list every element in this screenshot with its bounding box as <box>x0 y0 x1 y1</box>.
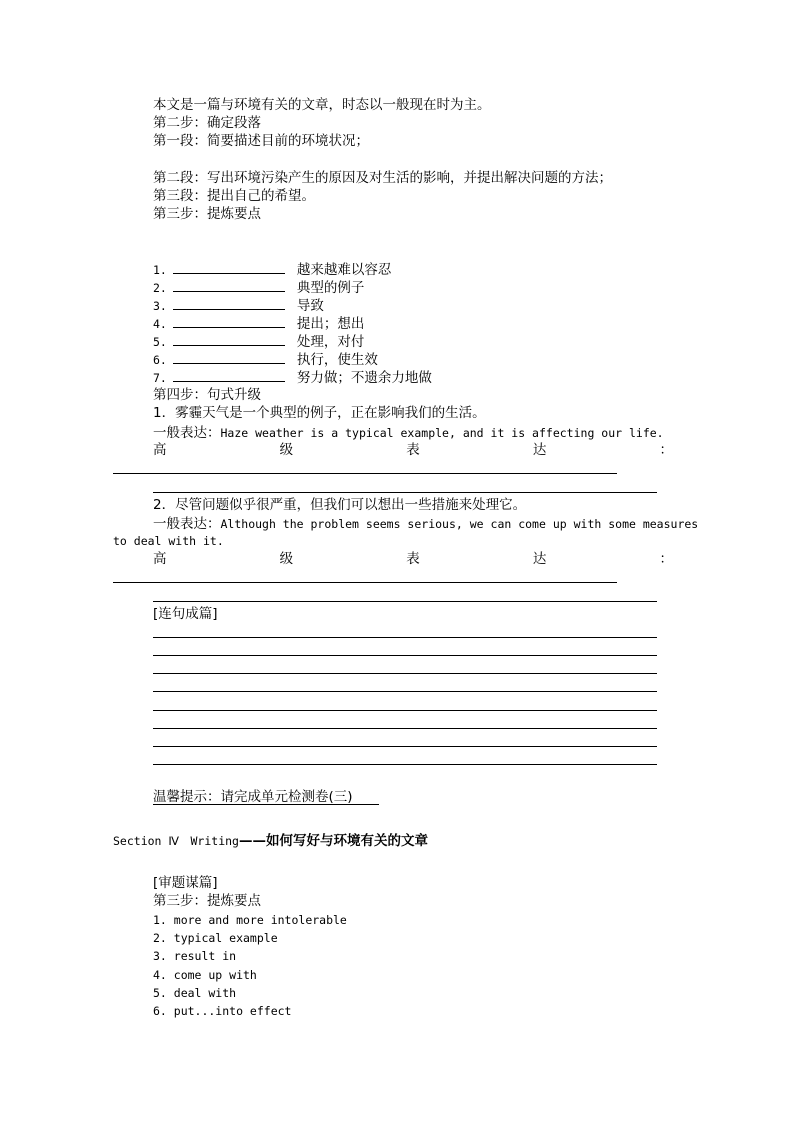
label-char: 表 <box>406 551 420 567</box>
plain-expression-text: Haze weather is a typical example, and it is affecting our life. <box>220 426 664 440</box>
answer-item: 6. put...into effect <box>153 1004 292 1018</box>
answer-line[interactable] <box>113 473 617 474</box>
paragraph-1-note: 第一段：简要描述目前的环境状况； <box>153 133 369 149</box>
label-char: 高 <box>153 442 167 458</box>
label-char: 级 <box>279 442 294 458</box>
paragraph-2-note: 第二段：写出环境污染产生的原因及对生活的影响，并提出解决问题的方法； <box>153 170 612 186</box>
blank-hint: 执行，使生效 <box>296 352 378 368</box>
blank-hint: 越来越难以容忍 <box>296 262 392 278</box>
label-char: 表 <box>406 442 420 458</box>
blank-number: 5. <box>153 335 167 349</box>
writing-line[interactable] <box>153 673 657 674</box>
blank-item <box>153 368 432 387</box>
blank-item <box>153 278 364 297</box>
intro-line-1: 本文是一篇与环境有关的文章，时态以一般现在时为主。 <box>153 97 491 113</box>
answer-line[interactable] <box>153 601 657 602</box>
advanced-expression-label <box>153 441 673 459</box>
blank-number: 7. <box>153 371 167 385</box>
label-char: ： <box>659 442 673 458</box>
plain-expression-text: Although the problem seems serious, we can come up with some measures <box>220 517 699 531</box>
blank-hint: 处理，对付 <box>296 334 365 350</box>
fill-blank[interactable] <box>173 297 285 310</box>
writing-line[interactable] <box>153 691 657 692</box>
blank-hint: 努力做；不遗余力地做 <box>296 370 432 386</box>
step4-heading: 第四步：句式升级 <box>153 387 261 403</box>
step3-heading: 第三步：提炼要点 <box>153 206 261 222</box>
answer-item: 5. deal with <box>153 986 237 1000</box>
plain-expression-label: 一般表达： <box>153 425 221 441</box>
answer-line[interactable] <box>113 582 617 583</box>
paragraph-3-note: 第三段：提出自己的希望。 <box>153 188 315 204</box>
tip-text: 温馨提示：请完成单元检测卷(三) <box>153 789 353 805</box>
blank-item <box>153 296 324 315</box>
step2-heading: 第二步：确定段落 <box>153 115 261 131</box>
blank-item <box>153 350 378 369</box>
answer-item: 2. typical example <box>153 931 278 945</box>
section-dash: —— <box>238 833 266 849</box>
writing-line[interactable] <box>153 746 657 747</box>
label-char: 达 <box>532 442 547 458</box>
fill-blank[interactable] <box>173 351 285 364</box>
fill-blank[interactable] <box>173 333 285 346</box>
tip-underline <box>153 804 379 805</box>
section-prefix: Section Ⅳ Writing <box>113 834 239 848</box>
advanced-expression-label <box>153 550 673 568</box>
blank-number: 1. <box>153 263 167 277</box>
blank-number: 3. <box>153 299 167 313</box>
label-char: 达 <box>532 551 547 567</box>
writing-line[interactable] <box>153 764 657 765</box>
blank-hint: 导致 <box>296 298 324 314</box>
blank-item <box>153 332 364 351</box>
blank-item <box>153 314 364 333</box>
sentence-2-chinese: 2．尽管问题似乎很严重，但我们可以想出一些措施来处理它。 <box>153 497 527 513</box>
fill-blank[interactable] <box>173 315 285 328</box>
plain-expression-continued: to deal with it. <box>113 534 224 548</box>
writing-line[interactable] <box>153 728 657 729</box>
label-char: 级 <box>279 551 294 567</box>
label-char: ： <box>659 551 673 567</box>
writing-line[interactable] <box>153 637 657 638</box>
answer-item: 4. come up with <box>153 968 257 982</box>
sentence-2-plain <box>153 514 698 533</box>
sentence-1-plain <box>153 423 664 442</box>
fill-blank[interactable] <box>173 369 285 382</box>
writing-line[interactable] <box>153 710 657 711</box>
fill-blank[interactable] <box>173 279 285 292</box>
section-heading <box>113 831 428 850</box>
answer-line[interactable] <box>153 492 657 493</box>
label-char: 高 <box>153 551 167 567</box>
blank-hint: 提出；想出 <box>296 316 365 332</box>
blank-number: 4. <box>153 317 167 331</box>
blank-number: 6. <box>153 353 167 367</box>
blank-hint: 典型的例子 <box>296 280 365 296</box>
fill-blank[interactable] <box>173 261 285 274</box>
blank-number: 2. <box>153 281 167 295</box>
answers-step: 第三步：提炼要点 <box>153 893 261 909</box>
sentence-1-chinese: 1．雾霾天气是一个典型的例子，正在影响我们的生活。 <box>153 405 486 421</box>
answers-heading: [审题谋篇] <box>153 875 218 891</box>
plain-expression-label: 一般表达： <box>153 516 221 532</box>
blank-item <box>153 260 391 279</box>
answer-item: 3. result in <box>153 949 237 963</box>
compose-heading: [连句成篇] <box>153 606 218 622</box>
section-title: 如何写好与环境有关的文章 <box>265 833 428 849</box>
answer-item: 1. more and more intolerable <box>153 913 347 927</box>
writing-line[interactable] <box>153 655 657 656</box>
